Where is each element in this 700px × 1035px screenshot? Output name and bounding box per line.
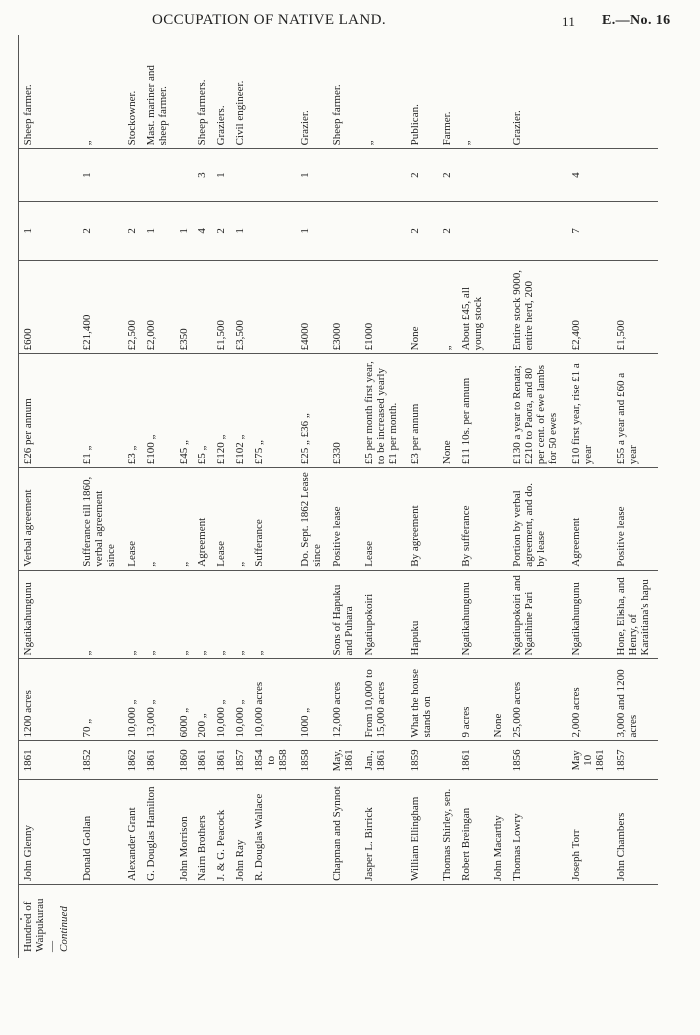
hundred-cell <box>489 884 508 955</box>
dwellings-cell <box>508 149 567 201</box>
hundred-cell <box>19 884 78 955</box>
employed-cell <box>360 201 406 260</box>
stock-cell: £600 <box>19 261 78 354</box>
hundred-cell <box>508 884 567 955</box>
page-title: OCCUPATION OF NATIVE LAND. <box>152 12 387 28</box>
year-cell: 1857 <box>612 741 658 780</box>
year-cell: 1852 <box>78 741 124 780</box>
occupier-cell: Thomas Lowry <box>508 780 567 885</box>
year-cell: 1861 <box>212 741 231 780</box>
area-cell: 10,000 „ <box>212 659 231 741</box>
dwellings-cell <box>489 149 508 201</box>
occupation-cell: „ <box>80 140 93 146</box>
occupation-cell: Farmer. <box>440 111 453 146</box>
hundred-cell <box>175 884 194 955</box>
occupier-cell: R. Douglas Wallace <box>250 780 296 885</box>
year-cell: Jan., 1861 <box>360 741 406 780</box>
occupier-cell: John Ray <box>231 780 250 885</box>
employed-cell: 4 <box>193 201 212 260</box>
table-row <box>567 35 613 955</box>
stock-cell: £1,500 <box>212 261 231 354</box>
table-row <box>612 35 658 955</box>
tenure-cell: Sufferance <box>250 468 296 570</box>
rent-cell: £10 first year, rise £1 a year <box>567 354 613 468</box>
rent-cell: £26 per annum <box>19 354 78 468</box>
tenure-cell: Lease <box>123 468 142 570</box>
occupation-cell: Mast. mariner and sheep farmer. <box>145 65 170 146</box>
rent-cell: £330 <box>328 354 360 468</box>
dwellings-cell <box>175 149 194 201</box>
table-row <box>296 35 328 955</box>
stock-cell: „ <box>438 261 457 354</box>
hundred-cell <box>123 884 142 955</box>
stock-cell <box>489 261 508 354</box>
rent-cell: £1 „ <box>78 354 124 468</box>
stock-cell: £350 <box>175 261 194 354</box>
year-cell: 1859 <box>406 741 438 780</box>
tenure-cell: Lease <box>360 468 406 570</box>
natives-cell: Ngatiupokoiri <box>360 570 406 659</box>
rent-cell: £75 „ <box>250 354 296 468</box>
table-row <box>19 35 78 955</box>
tenure-cell: By agreement <box>406 468 438 570</box>
table-row <box>438 35 457 955</box>
hundred-cell <box>328 884 360 955</box>
natives-cell: Ngatiupokoiri and Ngatihine Pari <box>508 570 567 659</box>
employed-cell: 1 <box>19 201 78 260</box>
year-cell: 1861 <box>193 741 212 780</box>
natives-cell: „ <box>193 570 212 659</box>
area-cell: 3,000 and 1200 acres <box>612 659 658 741</box>
occupation-cell <box>489 35 508 149</box>
rent-cell: £120 „ <box>212 354 231 468</box>
area-cell: 2,000 acres <box>567 659 613 741</box>
hundred-cell <box>612 884 658 955</box>
area-cell <box>438 659 457 741</box>
dwellings-cell: 1 <box>296 149 328 201</box>
occupation-cell: Sheep farmer. <box>330 84 343 146</box>
year-cell <box>438 741 457 780</box>
natives-cell <box>296 570 328 659</box>
year-cell: 1861 <box>142 741 174 780</box>
employed-cell: 2 <box>406 201 438 260</box>
natives-cell: Sons of Hapuku and Puhara <box>328 570 360 659</box>
year-cell: 1861 <box>457 741 489 780</box>
occupier-cell: Donald Gollan <box>78 780 124 885</box>
year-cell: 1858 <box>296 741 328 780</box>
hundred-name: Hundred of Waipukurau— <box>22 898 58 952</box>
stock-cell: £2,000 <box>142 261 174 354</box>
stock-cell: £1,500 <box>612 261 658 354</box>
tenure-cell: Positive lease <box>612 468 658 570</box>
year-cell: 1861 <box>19 741 78 780</box>
stock-cell: About £45, all young stock <box>457 261 489 354</box>
dwellings-cell <box>123 149 142 201</box>
occupier-cell: Joseph Torr <box>567 780 613 885</box>
tenure-cell: Agreement <box>193 468 212 570</box>
dwellings-cell <box>457 149 489 201</box>
occupier-cell: Alexander Grant <box>123 780 142 885</box>
natives-cell <box>489 570 508 659</box>
area-cell: 200 „ <box>193 659 212 741</box>
table-row <box>406 35 438 955</box>
hundred-cell <box>231 884 250 955</box>
tenure-cell: „ <box>142 468 174 570</box>
tenure-cell: Sufferance till 1860, verbal agreement since <box>78 468 124 570</box>
hundred-cell <box>457 884 489 955</box>
year-cell <box>489 741 508 780</box>
occupier-cell: John Chambers <box>612 780 658 885</box>
hundred-cell <box>78 884 124 955</box>
tenure-cell: Do. Sept. 1862 Lease since <box>296 468 328 570</box>
employed-cell <box>508 201 567 260</box>
occupation-cell: „ <box>363 140 376 146</box>
hundred-cell <box>360 884 406 955</box>
table-row <box>142 35 174 955</box>
dwellings-cell <box>231 149 250 201</box>
employed-cell: 7 <box>567 201 613 260</box>
occupation-table <box>18 35 658 955</box>
natives-cell: „ <box>175 570 194 659</box>
occupation-cell: Sheep farmer. <box>19 35 78 149</box>
stock-cell: None <box>406 261 438 354</box>
occupier-cell: Chapman and Synnot <box>328 780 360 885</box>
dwellings-cell: 2 <box>406 149 438 201</box>
year-cell: May, 1861 <box>328 741 360 780</box>
stock-cell: £2,400 <box>567 261 613 354</box>
rent-cell: £11 10s. per annum <box>457 354 489 468</box>
area-cell: 6000 „ <box>175 659 194 741</box>
area-cell: 12,000 acres <box>328 659 360 741</box>
table-row <box>457 35 489 955</box>
table-row <box>175 35 194 955</box>
occupier-cell: John Glenny <box>19 780 78 885</box>
table-row <box>212 35 231 955</box>
rent-cell: £25 „ £36 „ <box>296 354 328 468</box>
tenure-cell <box>438 468 457 570</box>
tenure-cell: Lease <box>212 468 231 570</box>
hundred-cell <box>438 884 457 955</box>
dwellings-cell: 3 <box>193 149 212 201</box>
natives-cell: „ <box>123 570 142 659</box>
area-cell: From 10,000 to 15,000 acres <box>360 659 406 741</box>
dwellings-cell <box>612 149 658 201</box>
tenure-cell: „ <box>231 468 250 570</box>
occupation-cell: Grazier. <box>298 110 311 146</box>
hundred-continued: Continued <box>58 906 70 952</box>
employed-cell: 1 <box>142 201 174 260</box>
occupation-cell <box>250 35 296 149</box>
year-cell: 1856 <box>508 741 567 780</box>
rent-cell: £5 per month first year, to be increased yearly £1 per month. <box>360 354 406 468</box>
area-cell: 13,000 „ <box>142 659 174 741</box>
area-cell: None <box>489 659 508 741</box>
dwellings-cell: 4 <box>567 149 613 201</box>
employed-cell <box>457 201 489 260</box>
employed-cell <box>489 201 508 260</box>
stock-cell <box>250 261 296 354</box>
occupier-cell <box>296 780 328 885</box>
area-cell: 25,000 acres <box>508 659 567 741</box>
table-row <box>123 35 142 955</box>
natives-cell: „ <box>142 570 174 659</box>
area-cell: 1000 „ <box>296 659 328 741</box>
year-cell: 1857 <box>231 741 250 780</box>
year-cell: 1860 <box>175 741 194 780</box>
stock-cell <box>193 261 212 354</box>
tenure-cell: „ <box>175 468 194 570</box>
dwellings-cell <box>360 149 406 201</box>
stock-cell: £3,500 <box>231 261 250 354</box>
employed-cell: 2 <box>438 201 457 260</box>
hundred-cell <box>567 884 613 955</box>
dwellings-cell: 1 <box>212 149 231 201</box>
occupation-cell: Grazier. <box>510 110 523 146</box>
employed-cell <box>250 201 296 260</box>
natives-cell: Ngatikahungunu <box>457 570 489 659</box>
rent-cell: £55 a year and £60 a year <box>612 354 658 468</box>
stock-cell: £21,400 <box>78 261 124 354</box>
rent-cell: £5 „ <box>193 354 212 468</box>
tenure-cell: By sufferance <box>457 468 489 570</box>
occupation-cell: Graziers. <box>215 105 228 146</box>
page-number: 11 <box>562 14 576 29</box>
rent-cell: £102 „ <box>231 354 250 468</box>
employed-cell <box>612 201 658 260</box>
occupier-cell: Nairn Brothers <box>193 780 212 885</box>
tenure-cell <box>489 468 508 570</box>
employed-cell <box>328 201 360 260</box>
area-cell: 70 „ <box>78 659 124 741</box>
stock-cell: Entire stock 9000, entire herd, 200 <box>508 261 567 354</box>
table-row <box>328 35 360 955</box>
occupier-cell: Robert Breingan <box>457 780 489 885</box>
occupation-cell <box>175 35 194 149</box>
area-cell: 9 acres <box>457 659 489 741</box>
occupation-cell: Civil engineer. <box>234 80 247 146</box>
year-cell: May 10 1861 <box>567 741 613 780</box>
rent-cell: £3 „ <box>123 354 142 468</box>
table-row <box>231 35 250 955</box>
natives-cell: „ <box>231 570 250 659</box>
rent-cell <box>489 354 508 468</box>
tenure-cell: Agreement <box>567 468 613 570</box>
dwellings-cell <box>142 149 174 201</box>
occupier-cell: G. Douglas Hamilton <box>142 780 174 885</box>
hundred-cell <box>406 884 438 955</box>
natives-cell: „ <box>78 570 124 659</box>
employed-cell: 1 <box>296 201 328 260</box>
employed-cell: 1 <box>231 201 250 260</box>
table-row <box>78 35 124 955</box>
dwellings-cell <box>250 149 296 201</box>
year-cell: 1854 to 1858 <box>250 741 296 780</box>
occupation-cell <box>612 35 658 149</box>
natives-cell <box>438 570 457 659</box>
employed-cell: 2 <box>212 201 231 260</box>
natives-cell: Hone, Elisha, and Henry, of Karaitiana's hapu <box>612 570 658 659</box>
stock-cell: £4000 <box>296 261 328 354</box>
year-cell: 1862 <box>123 741 142 780</box>
rent-cell: £100 „ <box>142 354 174 468</box>
employed-cell: 2 <box>78 201 124 260</box>
area-cell: What the house stands on <box>406 659 438 741</box>
table-row <box>508 35 567 955</box>
occupation-cell: Publican. <box>408 104 421 146</box>
natives-cell: „ <box>250 570 296 659</box>
table-row <box>360 35 406 955</box>
hundred-cell <box>212 884 231 955</box>
stock-cell: £2,500 <box>123 261 142 354</box>
rent-cell: None <box>438 354 457 468</box>
table-row <box>193 35 212 955</box>
area-cell: 10,000 acres <box>250 659 296 741</box>
dwellings-cell <box>19 149 78 201</box>
hundred-cell <box>250 884 296 955</box>
hundred-cell <box>142 884 174 955</box>
table-row <box>250 35 296 955</box>
occupier-cell: Jasper L. Birrick <box>360 780 406 885</box>
natives-cell: Ngatikahungunu <box>567 570 613 659</box>
stock-cell: £3000 <box>328 261 360 354</box>
occupation-cell <box>567 35 613 149</box>
rent-cell: £3 per annum <box>406 354 438 468</box>
rent-cell: £45 „ <box>175 354 194 468</box>
natives-cell: Hapuku <box>406 570 438 659</box>
natives-cell: „ <box>212 570 231 659</box>
stock-cell: £1000 <box>360 261 406 354</box>
rotated-table-container <box>18 35 658 955</box>
natives-cell: Ngatikahungunu <box>19 570 78 659</box>
occupier-cell: John Macarthy <box>489 780 508 885</box>
dwellings-cell <box>328 149 360 201</box>
hundred-cell <box>193 884 212 955</box>
document-reference: E.—No. 16 <box>602 13 671 28</box>
area-cell: 10,000 „ <box>231 659 250 741</box>
tenure-cell: Portion by verbal agreement, and do. by lease <box>508 468 567 570</box>
area-cell: 10,000 „ <box>123 659 142 741</box>
occupation-cell: „ <box>459 140 472 146</box>
occupier-cell: J. & G. Peacock <box>212 780 231 885</box>
occupier-cell: William Ellingham <box>406 780 438 885</box>
occupier-cell: John Morrison <box>175 780 194 885</box>
employed-cell: 2 <box>123 201 142 260</box>
occupation-cell: Stockowner. <box>126 90 139 146</box>
hundred-cell <box>296 884 328 955</box>
rent-cell: £130 a year to Renata; £210 to Paora, and 80 per cent. of ewe lambs for 50 ewes <box>508 354 567 468</box>
occupier-cell: Thomas Shirley, sen. <box>438 780 457 885</box>
occupation-cell: Sheep farmers. <box>196 79 209 146</box>
table-body <box>19 35 659 955</box>
dwellings-cell: 2 <box>438 149 457 201</box>
employed-cell: 1 <box>175 201 194 260</box>
tenure-cell: Positive lease <box>328 468 360 570</box>
dwellings-cell: 1 <box>78 149 124 201</box>
tenure-cell: Verbal agreement <box>19 468 78 570</box>
area-cell: 1200 acres <box>19 659 78 741</box>
table-row <box>489 35 508 955</box>
